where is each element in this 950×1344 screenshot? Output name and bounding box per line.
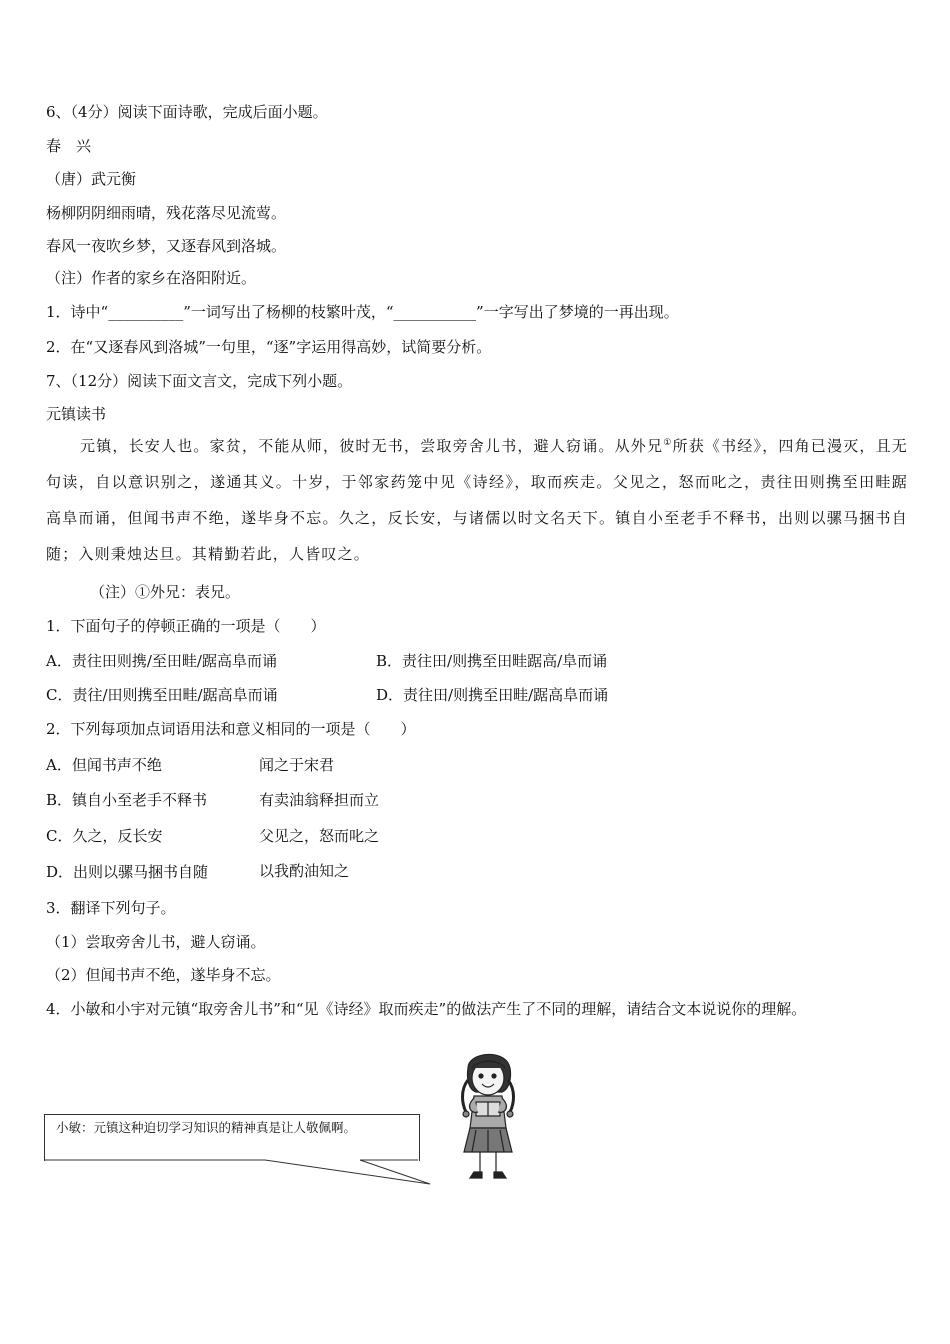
- q7-item-1-stem: 1．下面句子的停顿正确的一项是（ ）: [46, 617, 326, 635]
- speech-bubble-text: 小敏：元镇这种迫切学习知识的精神真是让人敬佩啊。: [56, 1120, 357, 1135]
- passage-title: 元镇读书: [46, 405, 107, 423]
- q7-item-3-sentence-2: （2）但闻书声不绝，遂毕身不忘。: [46, 966, 281, 984]
- passage-text-b: 所获《书经》，四角已漫灭，且无句读，自以意识别之，遂通其义。十岁，于邻家药笼中见《诗经》，取而疾走。父见之，怒而叱之，责往田则携至田畦踞高阜而诵，但闻书声不绝，遂毕身不忘。久之，反长安，与诸儒以时文名天下。镇自小至老手不释书，出则以骡马捆书自随；入则秉烛达旦。其精勤若此，人皆叹之。: [46, 437, 909, 563]
- q7-item-2-option-b-right: 有卖油翁释担而立: [259, 791, 380, 809]
- footnote-mark: ①: [663, 438, 673, 448]
- q7-item-2-option-b-left: B．镇自小至老手不释书: [46, 791, 208, 809]
- passage-text-a: 元镇，长安人也。家贫，不能从师，彼时无书，尝取旁舍儿书，避人窃诵。从外兄: [80, 437, 664, 455]
- poem-title: 春 兴: [46, 137, 92, 155]
- q7-item-2-option-a-left: A．但闻书声不绝: [46, 756, 162, 774]
- q7-item-1-option-c: C．责往/田则携至田畦/踞高阜而诵: [46, 686, 278, 704]
- girl-reading-illustration: [450, 1046, 530, 1186]
- q7-item-1-option-d: D．责往田/则携至田畦/踞高阜而诵: [376, 686, 609, 704]
- q7-item-2-option-c-left: C．久之，反长安: [46, 827, 163, 845]
- q7-item-1-option-a: A．责往田则携/至田畦/踞高阜而诵: [46, 652, 277, 670]
- q7-item-2-option-c-right: 父见之，怒而叱之: [259, 827, 380, 845]
- passage-body: [46, 428, 908, 572]
- q7-item-2-option-d-right: 以我酌油知之: [259, 862, 350, 880]
- q7-item-2-option-d-left: D．出则以骡马捆书自随: [46, 863, 209, 881]
- poem-verse-1: 杨柳阴阴细雨晴，残花落尽见流莺。: [46, 204, 287, 222]
- q7-item-2-stem: 2．下列每项加点词语用法和意义相同的一项是（ ）: [46, 720, 416, 738]
- q7-item-2-option-a-right: 闻之于宋君: [259, 756, 335, 774]
- q6-item-1: 1．诗中“__________”一词写出了杨柳的枝繁叶茂，“___________”一字写出了梦境的一再出现。: [46, 303, 679, 321]
- q7-item-4-stem: 4．小敏和小宇对元镇“取旁舍儿书”和“见《诗经》取而疾走”的做法产生了不同的理解，请结合文本说说你的理解。: [46, 1000, 807, 1018]
- q6-heading: 6、（4分）阅读下面诗歌，完成后面小题。: [46, 103, 328, 121]
- poem-author: （唐）武元衡: [46, 170, 137, 188]
- passage-note: （注）①外兄：表兄。: [90, 583, 241, 601]
- q6-item-2: 2．在“又逐春风到洛城”一句里，“逐”字运用得高妙，试简要分析。: [46, 338, 492, 356]
- q7-heading: 7、（12分）阅读下面文言文，完成下列小题。: [46, 372, 353, 390]
- poem-note: （注）作者的家乡在洛阳附近。: [46, 269, 257, 287]
- q7-item-3-stem: 3．翻译下列句子。: [46, 899, 176, 917]
- q7-item-1-option-b: B．责往田/则携至田畦踞高/阜而诵: [376, 652, 608, 670]
- q7-item-3-sentence-1: （1）尝取旁舍儿书，避人窃诵。: [46, 933, 266, 951]
- poem-verse-2: 春风一夜吹乡梦，又逐春风到洛城。: [46, 237, 287, 255]
